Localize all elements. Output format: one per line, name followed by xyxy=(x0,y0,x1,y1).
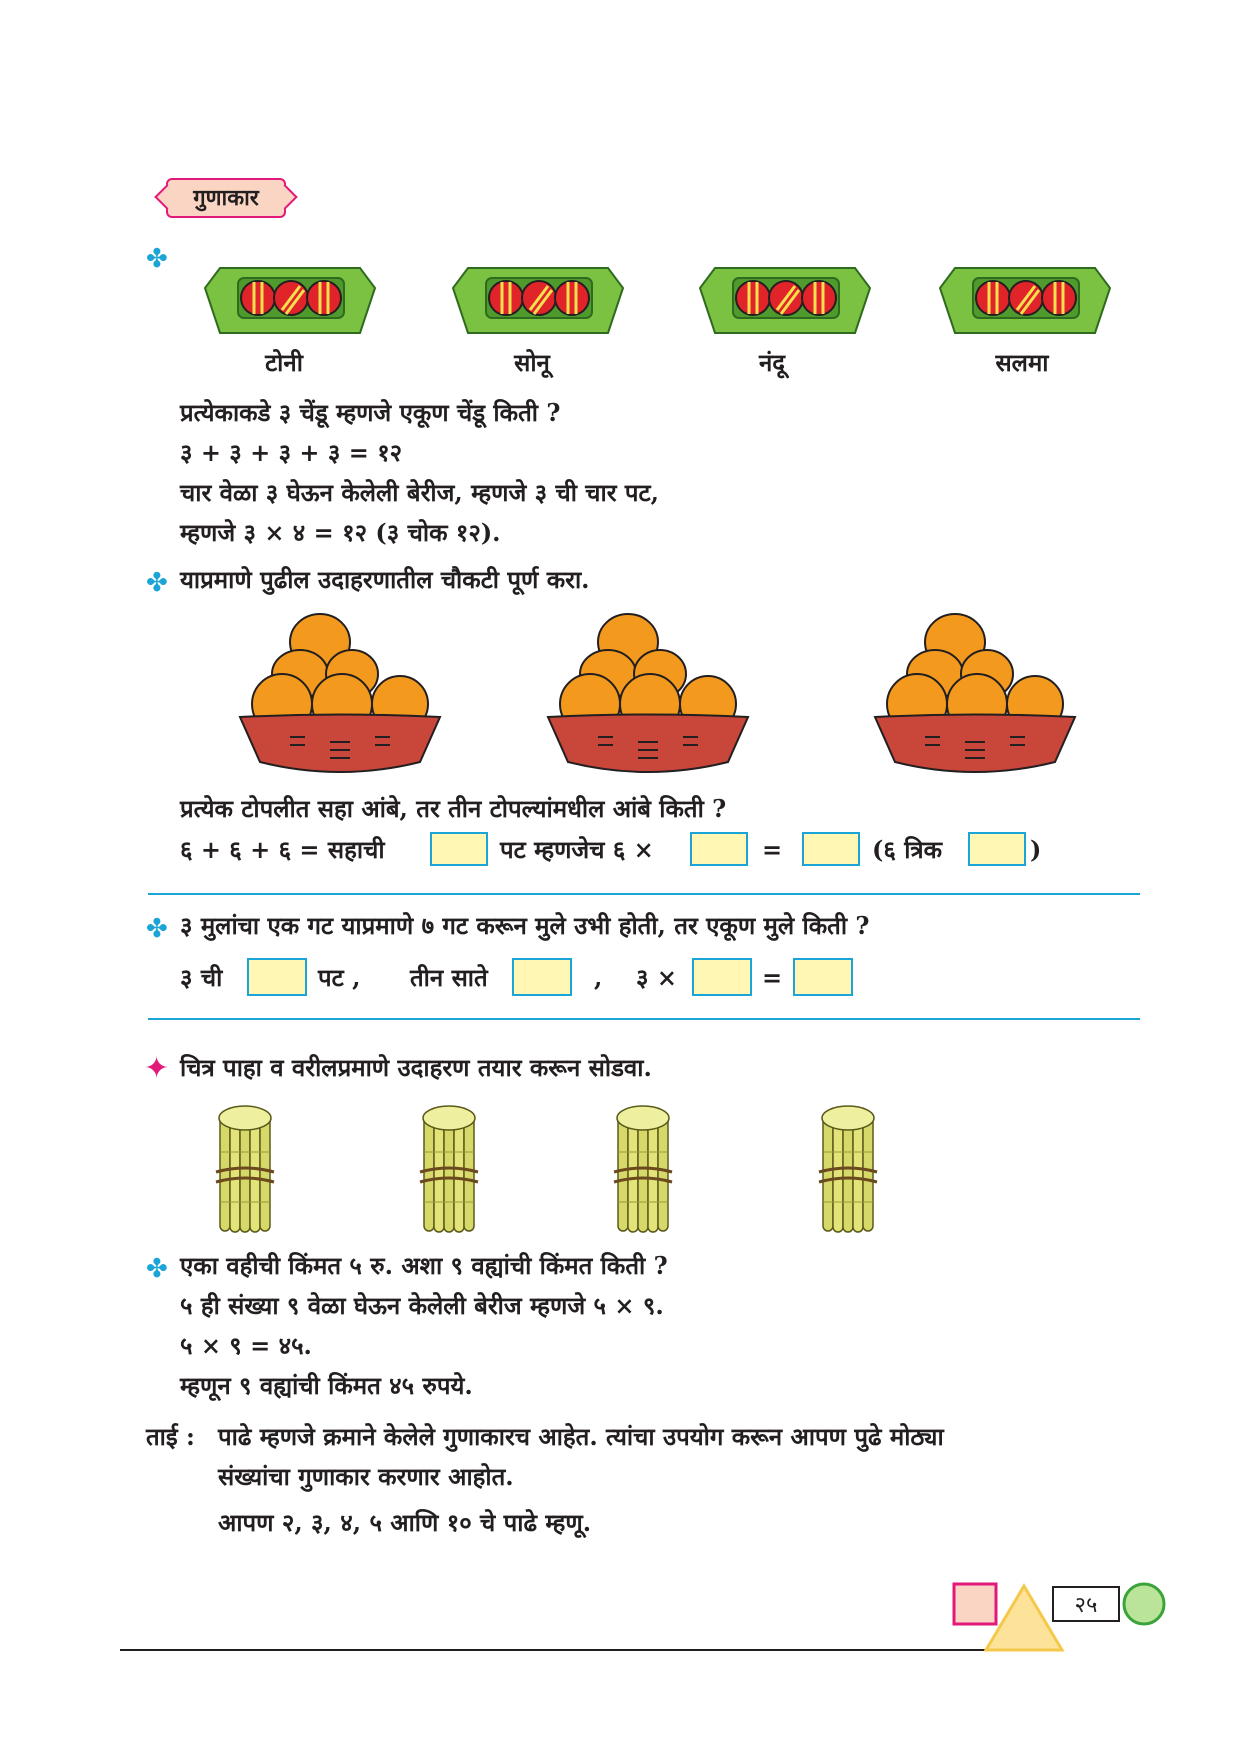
notebook-answer: म्हणून ९ वह्यांची किंमत ४५ रुपये. xyxy=(180,1371,473,1400)
balls-explanation: चार वेळा ३ घेऊन केलेली बेरीज, म्हणजे ३ ची चार पट, xyxy=(180,478,659,507)
bullet-icon: ✤ xyxy=(146,914,168,944)
answer-box[interactable] xyxy=(802,832,860,866)
divider xyxy=(148,1018,1140,1020)
tai-label: ताई : xyxy=(146,1422,195,1451)
section-title: गुणाकार xyxy=(166,178,286,218)
sugarcane-bundles-illustration xyxy=(200,1098,920,1238)
mango-eq-part2: पट म्हणजेच ६ × xyxy=(500,835,654,864)
mango-eq-part3: = xyxy=(762,835,783,864)
page-number: २५ xyxy=(1052,1586,1120,1622)
footer-rule xyxy=(120,1649,990,1651)
bullet-icon: ✤ xyxy=(146,1254,168,1284)
answer-box[interactable] xyxy=(690,832,748,866)
answer-box[interactable] xyxy=(512,958,572,996)
instruction-complete-boxes: याप्रमाणे पुढील उदाहरणातील चौकटी पूर्ण करा. xyxy=(180,565,590,594)
star-icon: ✦ xyxy=(144,1051,170,1086)
bullet-icon: ✤ xyxy=(146,244,168,274)
answer-box[interactable] xyxy=(430,832,488,866)
kids-eq-part3: तीन साते xyxy=(410,963,488,992)
kid-name-salma: सलमा xyxy=(995,348,1049,377)
answer-box[interactable] xyxy=(692,958,752,996)
notebook-explanation: ५ ही संख्या ९ वेळा घेऊन केलेली बेरीज म्हणजे ५ × ९. xyxy=(180,1291,664,1320)
answer-box[interactable] xyxy=(793,958,853,996)
kid-name-sonu: सोनू xyxy=(514,348,550,377)
kid-name-nandu: नंदू xyxy=(758,348,786,377)
balls-illustration xyxy=(200,258,1180,338)
kids-eq-part4: , xyxy=(594,963,603,992)
mango-question: प्रत्येक टोपलीत सहा आंबे, तर तीन टोपल्यांमधील आंबे किती ? xyxy=(180,794,727,823)
kids-group-question: ३ मुलांचा एक गट याप्रमाणे ७ गट करून मुले उभी होती, तर एकूण मुले किती ? xyxy=(180,911,870,940)
tai-line1: पाढे म्हणजे क्रमाने केलेले गुणाकारच आहेत. त्यांचा उपयोग करून आपण पुढे मोठ्या xyxy=(218,1422,944,1451)
answer-box[interactable] xyxy=(247,958,307,996)
balls-question: प्रत्येकाकडे ३ चेंडू म्हणजे एकूण चेंडू किती ? xyxy=(180,398,561,427)
mango-eq-part4: (६ त्रिक xyxy=(872,835,943,864)
balls-multiplication: म्हणजे ३ × ४ = १२ (३ चोक १२). xyxy=(180,518,501,547)
tai-line3: आपण २, ३, ४, ५ आणि १० चे पाढे म्हणू. xyxy=(218,1508,592,1537)
kids-eq-part1: ३ ची xyxy=(180,963,223,992)
kid-name-toni: टोनी xyxy=(265,348,303,377)
balls-addition: ३ + ३ + ३ + ३ = १२ xyxy=(180,438,403,467)
bullet-icon: ✤ xyxy=(146,568,168,598)
instruction-make-example: चित्र पाहा व वरीलप्रमाणे उदाहरण तयार करून सोडवा. xyxy=(180,1053,652,1082)
square-shape-icon xyxy=(954,1584,996,1624)
kids-eq-part2: पट , xyxy=(318,963,361,992)
notebook-question: एका वहीची किंमत ५ रु. अशा ९ वह्यांची किंमत किती ? xyxy=(180,1251,668,1280)
answer-box[interactable] xyxy=(968,832,1026,866)
circle-shape-icon xyxy=(1124,1584,1164,1624)
tai-line2: संख्यांचा गुणाकार करणार आहोत. xyxy=(218,1462,514,1491)
kids-eq-part6: = xyxy=(762,963,783,992)
notebook-calculation: ५ × ९ = ४५. xyxy=(180,1331,312,1360)
kids-eq-part5: ३ × xyxy=(636,963,677,992)
mango-baskets-illustration xyxy=(230,612,1110,782)
mango-eq-part5: ) xyxy=(1030,835,1042,864)
divider xyxy=(148,893,1140,895)
mango-eq-part1: ६ + ६ + ६ = सहाची xyxy=(180,835,385,864)
